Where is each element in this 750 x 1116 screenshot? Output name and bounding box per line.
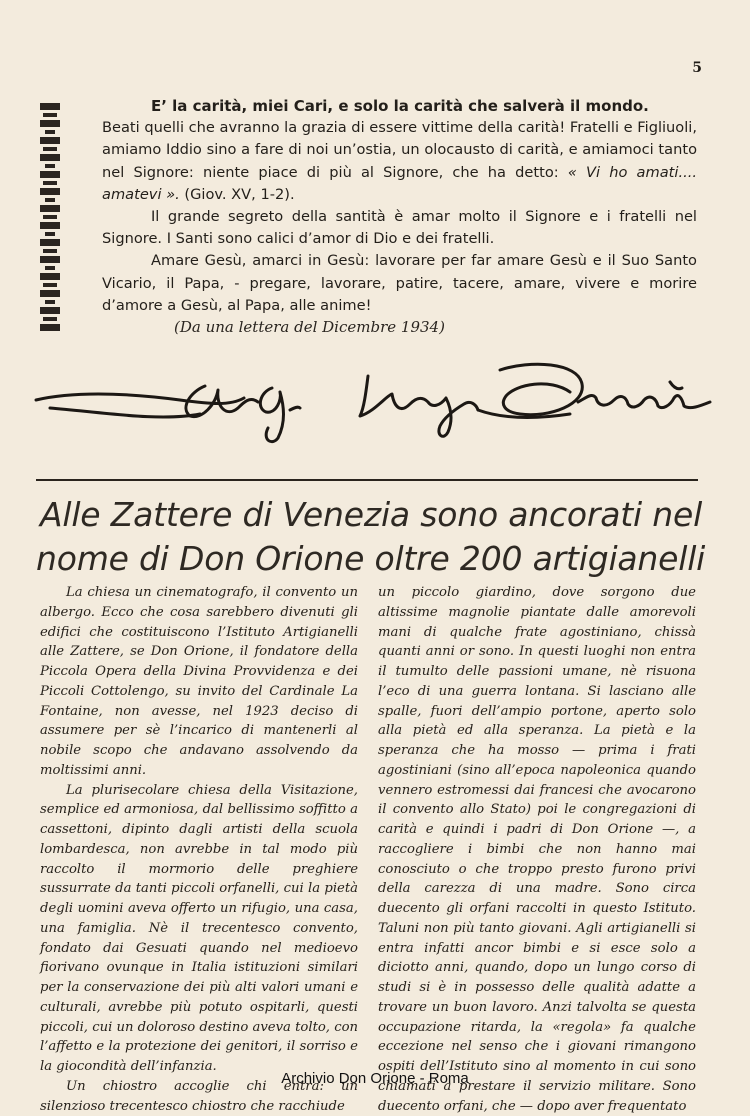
vertical-ornament-border [40, 103, 60, 335]
letter-source: (Da una lettera del Dicembre 1934) [174, 318, 445, 336]
article-left-column [40, 583, 359, 1114]
letter-paragraph-2: Il grande segreto della santità è amar molto il Signore e i fratelli nel Signore. I Santi sono calici d’amor di Dio e dei fratelli. [102, 208, 697, 248]
letter-paragraph-1-text: Beati quelli che avranno la grazia di essere vittime della carità! Fratelli e Figliuoli, amiamo Iddio sino a fare di noi un’ostia, un olocausto di carità, e amiamoci tanto nel Signore: niente piace di più al Signore, che ha detto: [102, 119, 697, 181]
article-paragraph: un piccolo giardino, dove sorgono due altissime magnolie piantate dalle amorevoli mani di qualche frate agostiniano, chissà quanti anni or sono. In questi luoghi non entra il tumulto delle passioni umane, nè risuona l’eco di una guerra lontana. Si lasciano alle spalle, fuori dell’ampio portone, aperto solo alla pietà ed alla speranza. La pietà e la speranza che ha mosso — prima i frati agostiniani (sino all’epoca napoleonica quando vennero estromessi dai francesi che avocarono il convento allo Stato) poi le congregazioni di carità e quindi i padri di Don Orione —, a raccogliere i bimbi che non hanno mai conosciuto o che troppo presto furono privi della carezza di una madre. Sono circa duecento gli orfani raccolti in questo Istituto. Taluni non più tanto giovani. Agli artigianelli si entra infatti ancor bimbi e si esce solo a diciotto anni, quando, dopo un lungo corso di studi si è in possesso delle qualità adatte a trovare un buon lavoro. Anzi talvolta se questa occupazione ritarda, la «regola» fa qualche eccezione nel senso che i giovani rimangono ospiti dell’Istituto sino al momento in cui sono chiamati a prestare il servizio militare. Sono duecento orfani, che — dopo aver frequentato [378, 585, 696, 1114]
article-title-line-1: Alle Zattere di Venezia sono ancorati nel [40, 495, 703, 534]
letter-excerpt [102, 95, 697, 317]
letter-paragraph-1 [102, 117, 697, 206]
page-number: 5 [692, 60, 702, 76]
handwritten-signature [30, 335, 720, 448]
article-paragraph: La plurisecolare chiesa della Visitazione, semplice ed armoniosa, dal bellissimo soffitto a cassettoni, dipinto dagli artisti della scuola lombardesca, non avrebbe in tal modo più raccolto il mormorio delle preghiere sussurrate da tanti piccoli orfanelli, cui la pietà degli uomini aveva offerto un rifugio, una casa, una famiglia. Nè il trecentesco convento, fondato dai Gesuati quando nel medioevo fiorivano ovunque in Italia istituzioni similari per la conservazione dei più alti valori umani e culturali, avrebbe più potuto ospitarli, questi piccoli, cui un doloroso destino aveva tolto, con l’affetto e la protezione dei genitori, il sorriso e la giocondità dell’infanzia. [40, 782, 359, 1074]
letter-paragraph-3: Amare Gesù, amarci in Gesù: lavorare per far amare Gesù e il Suo Santo Vicario, il Papa, - pregare, lavorare, patire, tacere, amare, vivere e morire d’amore a Gesù, al Papa, alle anime! [102, 252, 697, 314]
letter-quote: « Vi ho amati.... amatevi ». [102, 163, 697, 203]
letter-reference: (Giov. XV, 1-2). [179, 185, 295, 203]
article-right-column [378, 583, 696, 1114]
archive-label: Archivio Don Orione - Roma [281, 1070, 469, 1087]
article-title-line-2: nome di Don Orione oltre 200 artigianelli [36, 539, 706, 578]
section-divider [36, 479, 698, 481]
article-paragraph: La chiesa un cinematografo, il convento un albergo. Ecco che cosa sarebbero divenuti gli edifici che costituiscono l’Istituto Artigianelli alle Zattere, se Don Orione, il fondatore della Piccola Opera della Divina Provvidenza e dei Piccoli Cottolengo, su invito del Cardinale La Fontaine, non avesse, nel 1923 deciso di assumere per sè l’incarico di mantenerli al nobile scopo che andavano assolvendo da moltissimi anni. [40, 585, 358, 778]
article-title [36, 493, 706, 581]
letter-headline: E’ la carità, miei Cari, e solo la carità che salverà il mondo. [151, 97, 649, 115]
signature-text: Sac. G. Luigi Orione [30, 335, 164, 352]
article-paragraph: Un chiostro accoglie chi entra: un silenzioso trecentesco chiostro che racchiude [40, 1078, 358, 1114]
